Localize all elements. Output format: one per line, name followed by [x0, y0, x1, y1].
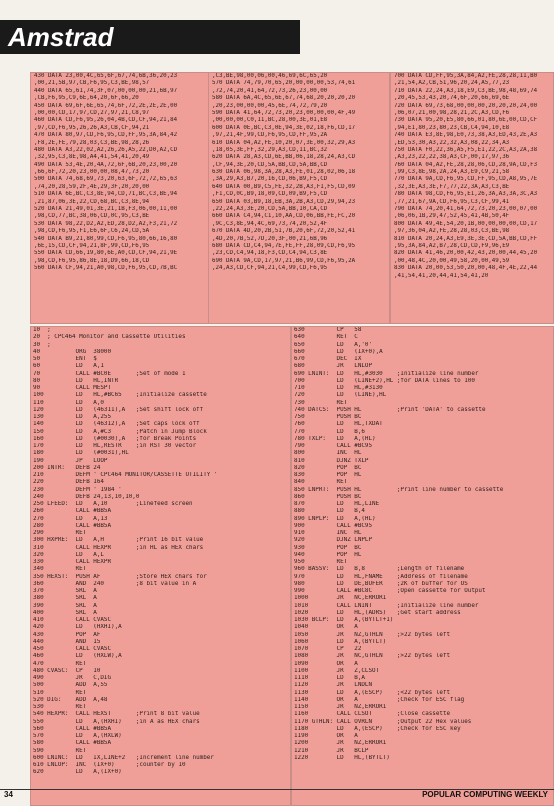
listing-line: 830 DATA 20,00,53,50,20,00,48,4F,4E,22,44 [394, 265, 538, 272]
listing-line: ,74,20,28,59,2F,4E,29,3F,20,20,00 [34, 183, 150, 190]
listing-line: 720 LD (LINE),HL [294, 392, 387, 399]
listing-line: ,22,24,A3,3E,20,CD,5A,BB,10,CA,CD [212, 206, 328, 213]
listing-line: 1220 LD HL,(BYTLT) [294, 754, 390, 761]
listing-line: 490 JR C,DIG [33, 675, 112, 681]
listing-line: ,98,CD,F6,95,86,8E,18,D9,66,18,CD [34, 257, 150, 264]
listing-line: ,98,CD,F6,95,F1,E6,6F,C6,24,CD,5A [34, 228, 150, 235]
listing-line: ,6E,15,CD,CF,94,21,8F,99,CD,F6,95 [34, 242, 150, 249]
listing-line: 1010 CALL LNINT ;Initialize line number [294, 602, 479, 609]
listing-line: 710 DATA 22,24,A3,18,E9,C3,BE,98,48,69,74 [394, 87, 538, 94]
listing-line: 660 DATA C4,94,C1,10,AA,CD,06,BB,FE,FC,20 [212, 213, 356, 220]
listing-line: 870 LD HL,LINE [294, 501, 380, 507]
listing-line: 620 LD A,(IX+0) [33, 769, 122, 776]
listing-line: ,21,87,06,3E,22,CD,68,BC,C3,8E,94 [34, 198, 150, 205]
listing-line: 1140 OR A ;Check for ESC flag [294, 696, 465, 703]
listing-line: 740 DATCS: PUSH HL ;Print 'DATA' to cassette [294, 406, 486, 413]
magazine-name: POPULAR COMPUTING WEEKLY [422, 790, 548, 799]
listing-line: 510 DATA 6E,BC,C3,8E,94,CD,71,BC,C3,BE,94 [34, 191, 178, 198]
listing-line: ,97,CD,F6,95,26,26,A3,CB,CF,94,21 [34, 124, 150, 131]
listing-line: ,CF,94,3E,20,CD,5A,BB,CD,5A,BB,CD [212, 161, 328, 168]
listing-line: 660 LD (IX+0),A [294, 348, 383, 355]
listing-line: 540 HEXPR: CALL HEXST ;Print 8 bit value [33, 711, 200, 718]
listing-line: 520 DIG: ADD A,48 [33, 696, 108, 703]
listing-line: ,94,E1,80,23,80,23,CB,C4,94,10,E8 [394, 124, 510, 131]
listing-line: 1030 BCLP: LD A,(BYTLT+1) [294, 617, 394, 623]
listing-line: ,21,54,A2,CB,51,96,20,24,A5,77,23 [394, 80, 510, 87]
listing-line: 770 DATA 9A,CD,F6,95,CD,FF,95,CD,A8,95,7E [394, 176, 538, 183]
listing-line: 750 PUSH BC [294, 414, 362, 420]
listing-line: 860 PUSH BC [294, 493, 362, 500]
listing-line: 850 LNPRT: PUSH HL ;Print line number to cassette [294, 486, 504, 493]
listing-line: ,18,05,3E,FF,32,29,A3,CD,11,BC,32 [212, 146, 328, 153]
listing-line: 550 LD A,(HXHI) ;in A as HEX chars [33, 718, 200, 725]
listing-line: 430 DATA 23,00,4C,65,6F,67,74,6B,36,20,23 [34, 73, 178, 79]
listing-line: 490 DATA 53,4E,20,4A,72,6F,6B,20,23,00,20 [34, 161, 178, 168]
listing-line: 970 LD HL,FNAME ;Address of filename [294, 573, 468, 580]
listing-line: 10 ; [33, 327, 51, 333]
listing-line: ,F1,CD,0C,B9,18,09,CD,09,B9,F5,CD [212, 191, 328, 198]
listing-line: 700 DATA CD,FF,95,3A,84,A2,FE,28,28,11,B0 [394, 73, 538, 79]
listing-line: ,F8,2E,FE,79,28,03,C3,BE,98,28,26 [34, 139, 150, 146]
listing-line: 1050 JR NZ,GTHLN ;>22 bytes left [294, 631, 451, 638]
listing-line: 220 DEFB 164 [33, 479, 104, 486]
listing-line: 110 LD A,0 [33, 399, 104, 406]
data-listing-column-3 [390, 72, 554, 324]
listing-line: 1120 JR LNDLN [294, 682, 373, 689]
listing-line: 20 ; CPC464 Monitor and Cassette Utilities [33, 334, 186, 341]
listing-line: 560 DATA CF,94,21,A0,98,CD,F6,95,CD,7B,BC [34, 265, 178, 272]
listing-line: 760 DATA 04,A2,FE,28,28,06,CD,28,9A,CD,F3 [394, 161, 538, 168]
listing-line: ,23,CD,C4,94,18,F3,CD,C4,94,C3,8E [212, 250, 328, 257]
listing-line: 910 INC HL [294, 530, 362, 536]
listing-line: 930 POP BC [294, 544, 362, 551]
listing-line: ,00,00,CD,17,97,CD,27,97,21,C8,97 [34, 109, 150, 116]
listing-line: 470 DATA 80,97,CD,F6,95,CD,FF,95,3A,84,42 [34, 132, 178, 139]
listing-line: 450 DATA 69,6F,6E,65,74,6F,72,2E,2E,2E,00 [34, 102, 178, 109]
listing-line: 590 DATA 41,64,72,73,20,23,00,00,00,4F,49 [212, 109, 356, 116]
assembly-listing-column-1 [30, 326, 291, 806]
listing-line: 1060 LD A,(BYTLT) [294, 638, 387, 645]
listing-line: ,32,95,C3,8E,98,A4,41,54,41,20,49 [34, 154, 150, 161]
listing-line: 780 TXLP: LD A,(HL) [294, 435, 376, 442]
listing-line: 1150 JR NZ,ERROR1 [294, 704, 387, 710]
listing-line: 480 CVASC: CP 10 [33, 667, 101, 674]
listing-line: 1090 OR A [294, 660, 358, 667]
listing-line: 390 SRL A [33, 602, 97, 609]
listing-line: 1040 OR A [294, 624, 358, 631]
listing-line: ,3A,29,A3,B7,20,16,CD,06,B9,F5,CD [212, 176, 328, 183]
listing-line: 230 DEFM ' 1984 ' [33, 486, 122, 493]
listing-line: 430 POP AF [33, 631, 101, 638]
listing-line: 170 LD HL,RESTR ;in RST 30 vector [33, 443, 197, 449]
listing-line: 990 CALL #BC8C ;Open cassette for Output [294, 588, 486, 594]
listing-line: 260 CALL #BB5A [33, 508, 112, 515]
section-title: Amstrad [8, 22, 114, 52]
listing-line: ,ED,53,30,A3,22,32,A3,08,22,34,A3 [394, 139, 510, 146]
listing-line: 810 DATA 20,24,A3,E9,3E,3E,CD,5A,BB,CD,FF [394, 235, 538, 242]
page-number: 34 [4, 790, 13, 799]
listing-line: 140 LD (46312),A ;Set caps lock off [33, 421, 200, 428]
listing-line: 1070 CP 22 [294, 646, 362, 652]
listing-line: 500 ADD A,55 [33, 682, 108, 689]
listing-line: 680 JR LNLOP [294, 363, 373, 370]
listing-line: 960 BASSV: LD B,8 ;Length of filename [294, 566, 465, 573]
listing-line: 920 DJNZ LNPLP [294, 537, 373, 544]
listing-line: 790 DATA 74,20,41,64,72,73,20,23,00,07,00 [394, 206, 538, 213]
listing-line: 760 LD HL,TXDAT [294, 421, 383, 428]
listing-line: ,41,54,41,20,44,41,54,41,20 [394, 272, 489, 279]
listing-line: 620 DATA 28,A3,CD,6E,BB,06,18,28,24,A3,CD [212, 154, 356, 161]
section-header [0, 20, 300, 54]
listing-line: 130 LD A,255 [33, 414, 112, 420]
listing-line: ,97,21,4F,99,CD,F6,95,CD,FF,95,2A [212, 132, 328, 139]
listing-line: 360 AND 240 ;8 bit value in A [33, 580, 197, 587]
listing-line: 830 POP HL [294, 472, 362, 478]
listing-line: 1210 JR BCLP [294, 747, 369, 754]
listing-line: ,06,07,21,00,98,28,21,2C,A3,CD,F6 [394, 109, 510, 116]
listing-line: 100 LD HL,#BC65 ;Initialize cassette [33, 392, 207, 399]
listing-line: 80 LD HL,INTR [33, 377, 119, 384]
listing-line: 530 RET [33, 704, 87, 710]
listing-line: ,4D,20,7B,52,7D,20,3F,00,21,6B,96 [212, 235, 328, 242]
listing-line: 890 LNPLP: LD A,(HL) [294, 515, 376, 522]
listing-line: 590 RET [33, 747, 87, 754]
listing-line: ,9C,C3,8E,94,4C,69,73,74,20,52,4F [212, 220, 328, 227]
listing-line: 790 CALL #BC95 [294, 443, 373, 449]
listing-line: 880 LD B,4 [294, 508, 365, 515]
listing-line: 440 AND 15 [33, 638, 101, 645]
listing-line: 370 SRL A [33, 588, 97, 594]
listing-line: 740 DATA E3,8E,98,E0,73,38,A3,ED,43,2E,A3 [394, 132, 538, 139]
listing-line: 160 LD (#0030),A ;for Break Points [33, 435, 197, 442]
listing-line: 440 DATA 65,61,74,3F,07,00,00,00,21,6B,97 [34, 87, 178, 94]
listing-line: ,32,3E,A3,3E,F7,77,22,3A,A3,C3,BE [394, 183, 510, 190]
listing-line: 670 DEC IX [294, 356, 362, 362]
listing-line: 810 DJNZ TXLP [294, 457, 369, 464]
listing-line: ,77,21,67,9A,CD,F6,95,C3,CF,99,41 [394, 198, 510, 205]
listing-line: 690 DATA 9A,CD,17,97,21,B6,99,CD,F6,95,2A [212, 257, 356, 264]
listing-line: 570 LD A,(HXLW) [33, 733, 122, 739]
data-listing-column-2 [208, 72, 390, 324]
listing-line: 400 SRL A [33, 609, 97, 616]
listing-line: 770 LD B,6 [294, 428, 365, 435]
listing-line: 570 DATA 74,79,70,65,20,00,00,00,53,74,61 [212, 80, 356, 87]
listing-line: ,00,00,00,C0,11,BC,28,00,3E,01,E8 [212, 117, 328, 124]
listing-line: 730 DATA 95,20,E5,80,66,01,80,6E,00,CD,CF [394, 117, 538, 124]
listing-line: 470 RET [33, 660, 87, 667]
listing-line: 350 HEXST: PUSH AF ;Store HEX chars for [33, 573, 207, 580]
listing-line: 90 CALL MESPT [33, 385, 112, 391]
listing-line: ,00,21,5B,97,CB,F6,95,C3,BE,98,57 [34, 80, 150, 87]
listing-line: 550 DATA CD,66,19,80,6E,A0,CD,CF,94,21,9E [34, 250, 178, 257]
listing-line: 1000 JR NC,ERROR1 [294, 595, 387, 602]
listing-line: 60 LD A,1 [33, 363, 104, 370]
listing-line: 720 DATA 69,73,68,00,00,00,20,20,20,24,00 [394, 102, 538, 109]
listing-line: 630 DATA 06,98,3A,28,A3,FE,01,28,02,06,18 [212, 169, 356, 176]
listing-line: 1020 LD HL,(ADRS) ;Get start address [294, 609, 461, 616]
listing-line: 250 LFEED: LD A,10 ;Linefeed screen [33, 501, 193, 507]
listing-line: 420 LD (HXHI),A [33, 624, 122, 631]
listing-line: 630 CP 58 [294, 327, 362, 333]
listing-line: 520 DATA 21,49,01,3E,21,1B,F3,06,00,11,00 [34, 206, 178, 213]
listing-line: 150 LD A,#C3 ;Patch in Jump Block [33, 428, 207, 435]
listing-line: 780 DATA 98,CD,F6,95,E1,26,3A,A3,3A,3C,A3 [394, 191, 538, 198]
listing-line: 820 DATA 41,46,20,00,42,43,20,00,44,45,20 [394, 250, 538, 257]
listing-line: 1130 LD A,(ESCP) ;<22 bytes left [294, 689, 451, 696]
listing-line: 530 DATA 98,22,D2,A2,ED,28,D2,A2,F3,21,72 [34, 220, 178, 227]
listing-line: ,95,3A,84,A2,B7,28,CD,CD,F9,96,E9 [394, 242, 510, 249]
listing-line: 640 DATA 00,B9,C5,FE,32,2B,A3,F1,F5,CD,09 [212, 183, 356, 190]
listing-line: 670 DATA 4D,20,2B,51,7B,20,6F,72,20,52,41 [212, 228, 356, 235]
listing-line: 1100 JR Z,CLSOT [294, 667, 380, 674]
listing-line: 480 DATA A3,22,02,A2,26,26,A5,22,D0,A2,CD [34, 146, 178, 153]
listing-line: 330 CALL HEXPR [33, 559, 112, 565]
listing-line: 820 POP BC [294, 464, 362, 471]
listing-line: 1080 JR NC,GTHLN ;>22 bytes left [294, 653, 451, 660]
listing-line: 610 LNLOP: INC (IX+0) ;counter by 10 [33, 762, 186, 768]
listing-line: ,72,74,20,41,64,72,73,26,23,00,00 [212, 87, 328, 94]
listing-line: ,20,23,00,00,00,45,6E,74,72,79,20 [212, 102, 328, 109]
listing-line: 240 DEFB 24,13,10,10,0 [33, 493, 140, 500]
listing-line: ,99,C3,8E,98,2A,24,A3,E9,C9,21,58 [394, 169, 510, 176]
listing-line: ,24,A3,CD,CF,94,21,C4,99,CD,F6,95 [212, 265, 328, 272]
listing-line: 340 RET [33, 566, 87, 573]
listing-line: 200 INTR: DEFB 24 [33, 464, 101, 471]
listing-line: 210 DEFM ' CPC464 MONITOR/CASSETTE UTILITY ' [33, 472, 218, 478]
listing-line: ,97,36,04,A2,FE,28,28,03,C3,BE,98 [394, 228, 510, 235]
listing-line: ,00,48,4C,20,00,49,58,20,00,49,59 [394, 257, 510, 264]
listing-line: ,98,CD,77,BC,38,06,CD,0C,95,C3,BE [34, 213, 150, 220]
listing-line: 650 LD A,'0' [294, 341, 373, 348]
listing-line: 290 RET [33, 530, 87, 536]
listing-line: 270 LD A,13 [33, 515, 108, 522]
listing-line: 980 LD DE,BUFER ;2K of buffer for OS [294, 580, 468, 587]
listing-line: 510 RET [33, 689, 87, 696]
listing-line: 600 LNINC: LD IX,LINE+2 ;Increment line number [33, 754, 214, 761]
listing-line: ,66,6F,72,20,23,00,00,08,47,73,20 [34, 169, 150, 176]
listing-line: 30 ; [33, 341, 51, 348]
listing-line: 580 CALL #BB5A [33, 740, 112, 747]
listing-line: 280 CALL #BB5A [33, 522, 112, 529]
listing-line: 730 RET [294, 399, 348, 406]
listing-line: 1160 CALL CLSOT ;Close cassette [294, 711, 451, 718]
listing-line: 600 DATA 0E,BC,C3,0E,94,3E,02,18,F6,CD,17 [212, 124, 356, 131]
listing-line: 190 JP LOOP [33, 457, 108, 464]
listing-line: 180 LD (#0031),HL [33, 450, 129, 457]
listing-line: 940 POP HL [294, 551, 362, 558]
listing-line: 450 CALL CVASC [33, 646, 112, 652]
listing-line: 800 INC HL [294, 450, 362, 457]
listing-line: 750 DATA F0,22,36,A5,F5,E1,22,2C,A3,2A,38 [394, 146, 538, 153]
listing-line: 380 SRL A [33, 595, 97, 602]
listing-line: 70 CALL #BC0E ;Set of mode 1 [33, 370, 186, 377]
assembly-listing-column-2 [291, 326, 554, 806]
listing-line: 1170 GTHLN: CALL OVRLN ;Output 22 Hex values [294, 718, 472, 725]
listing-line: 320 LD A,L [33, 551, 104, 558]
listing-line: 710 LD HL,#3130 [294, 385, 383, 391]
listing-line: 840 RET [294, 479, 348, 486]
listing-line: ,CB,F6,95,C9,6E,64,20,6F,66,20 [34, 95, 139, 102]
listing-line: ,A3,23,22,22,38,A3,CF,00,17,97,36 [394, 154, 510, 161]
listing-line: 1110 LD B,A [294, 675, 365, 681]
listing-line: 50 ENT $ [33, 356, 97, 362]
listing-line: 560 CALL #BB5A [33, 725, 112, 732]
listing-line: 610 DATA 04,A2,FE,10,20,07,3E,00,32,29,A3 [212, 139, 356, 146]
listing-line: 700 LD (LINE+2),HL ;for DATA lines to 100 [294, 377, 475, 384]
listing-line: 310 CALL HEXPR ;in HL as HEX chars [33, 544, 204, 551]
listing-line: 460 LD (HXLW),A [33, 653, 122, 660]
listing-line: 800 DATA 49,4E,54,20,1B,00,00,00,00,CD,17 [394, 220, 538, 227]
listing-line: 410 CALL CVASC [33, 617, 112, 623]
listing-line: 1180 LD A,(ESCP) ;Check for ESC key [294, 725, 461, 732]
listing-line: ,06,06,1B,29,47,52,45,41,4B,50,4F [394, 213, 510, 220]
listing-line: 640 RET C [294, 334, 358, 341]
listing-line: 300 HXPRE: LD A,H ;Print 16 bit value [33, 537, 204, 544]
listing-line: 950 RET [294, 559, 348, 565]
listing-line: 900 CALL #BC95 [294, 522, 373, 529]
listing-line: 500 DATA 74,68,69,73,20,63,6F,72,72,65,63 [34, 176, 178, 183]
listing-line: ,20,45,53,43,20,74,6F,20,66,69,6E [394, 95, 510, 102]
data-listing-column-1 [30, 72, 209, 324]
listing-line: 1200 JR NZ,ERROR1 [294, 740, 387, 747]
listing-line: 540 DATA B9,21,80,99,CD,F6,95,80,66,16,80 [34, 235, 178, 242]
listing-line: 460 DATA CD,F6,95,26,04,4B,CD,CF,94,21,84 [34, 117, 178, 124]
listing-line: 40 ORG 38000 [33, 348, 112, 355]
listing-line: 690 LNINT: LD HL,#3030 ;Initialize line number [294, 370, 479, 377]
listing-line: 650 DATA 03,B9,18,EB,3A,2B,A3,CD,29,94,23 [212, 198, 356, 205]
listing-line: ,C3,BE,98,00,06,00,46,69,6C,65,20 [212, 73, 328, 79]
listing-line: 120 LD (46311),A ;Set shift lock off [33, 406, 204, 413]
listing-line: 1190 OR A [294, 733, 358, 739]
listing-line: 680 DATA CD,C4,94,7E,FE,FF,28,09,CD,F6,95 [212, 242, 356, 249]
listing-line: 580 DATA 6A,4C,65,6E,67,74,68,20,20,20,20 [212, 95, 356, 102]
